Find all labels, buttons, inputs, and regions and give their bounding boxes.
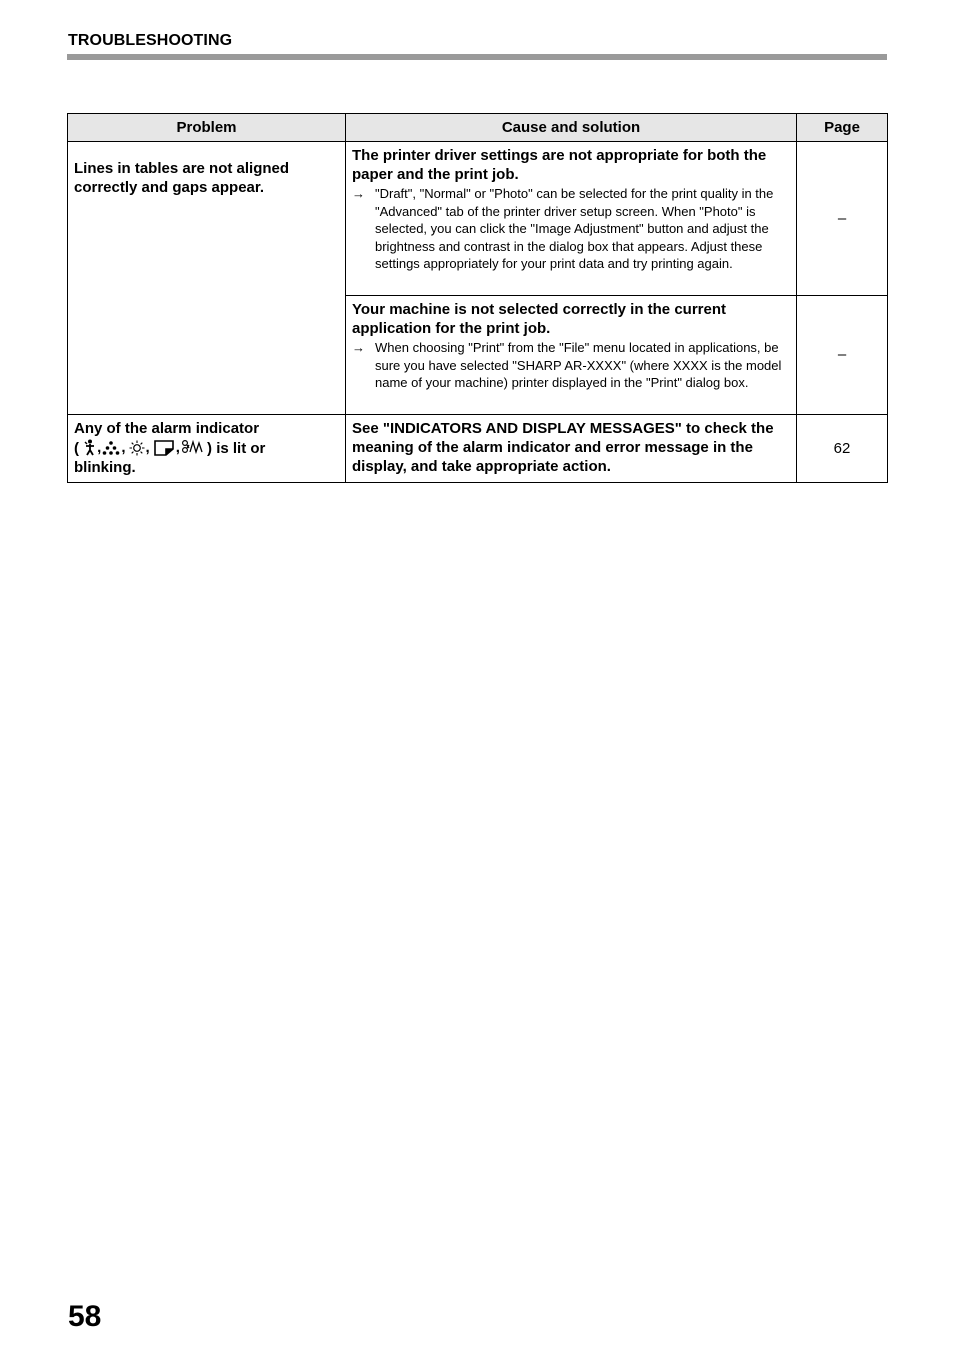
problem-text: Lines in tables are not aligned correctly and gaps appear.: [74, 160, 290, 196]
column-header-problem: Problem: [68, 114, 346, 142]
problem-cell: [68, 415, 346, 483]
column-header-page: Page: [797, 114, 888, 142]
maintenance-person-icon: [83, 439, 97, 456]
header-divider: [67, 54, 887, 60]
cause-cell: [346, 142, 797, 296]
troubleshooting-table: [67, 113, 888, 483]
alarm-indicator-icons: , , , ,: [83, 438, 203, 457]
table-row: [68, 415, 888, 483]
problem-cell: [68, 142, 346, 415]
page-number: 58: [68, 1300, 102, 1333]
column-header-cause: Cause and solution: [346, 114, 797, 142]
cause-detail-text: "Draft", "Normal" or "Photo" can be selected for the print quality in the "Advanced" tab of the printer driver setup screen. When "Photo" is selected, you can click the "Image Adjustment" button and adjust the brightness and contrast in the dialog box that appears. Adjust these settings appropriately for your print data and try printing again.: [375, 186, 774, 272]
page-cell: 62: [797, 415, 888, 483]
table-row: [68, 142, 888, 296]
cause-detail: [352, 185, 790, 273]
right-arrow-icon: →: [352, 186, 365, 201]
toner-dots-icon: [102, 440, 120, 456]
cause-heading: The printer driver settings are not appropriate for both the paper and the print job.: [352, 147, 767, 183]
cause-cell: [346, 415, 797, 483]
cause-heading: Your machine is not selected correctly in the current application for the print job.: [352, 301, 726, 337]
table-header-row: [68, 114, 888, 142]
cause-detail-text: When choosing "Print" from the "File" menu located in applications, be sure you have selected "SHARP AR-XXXX" (where XXXX is the model name of your machine) printer displayed in the "Print" dialog box.: [375, 340, 782, 391]
problem-text-prefix: Any of the alarm indicator: [74, 420, 260, 437]
sun-drum-icon: [129, 440, 145, 456]
cause-heading: See "INDICATORS AND DISPLAY MESSAGES" to check the meaning of the alarm indicator and error message in the display, and take appropriate action.: [352, 420, 774, 475]
page-header-title: TROUBLESHOOTING: [68, 32, 233, 49]
cause-detail: [352, 339, 790, 392]
page-cell: –: [797, 296, 888, 415]
problem-text-suffix: ) is lit or: [207, 440, 266, 457]
paper-misfeed-icon: [181, 439, 203, 456]
problem-open-paren: (: [74, 440, 79, 457]
cause-cell: [346, 296, 797, 415]
problem-text: [74, 419, 339, 477]
problem-text-end: blinking.: [74, 459, 136, 476]
right-arrow-icon: →: [352, 340, 365, 355]
page-cell: –: [797, 142, 888, 296]
paper-tray-icon: [153, 439, 175, 456]
